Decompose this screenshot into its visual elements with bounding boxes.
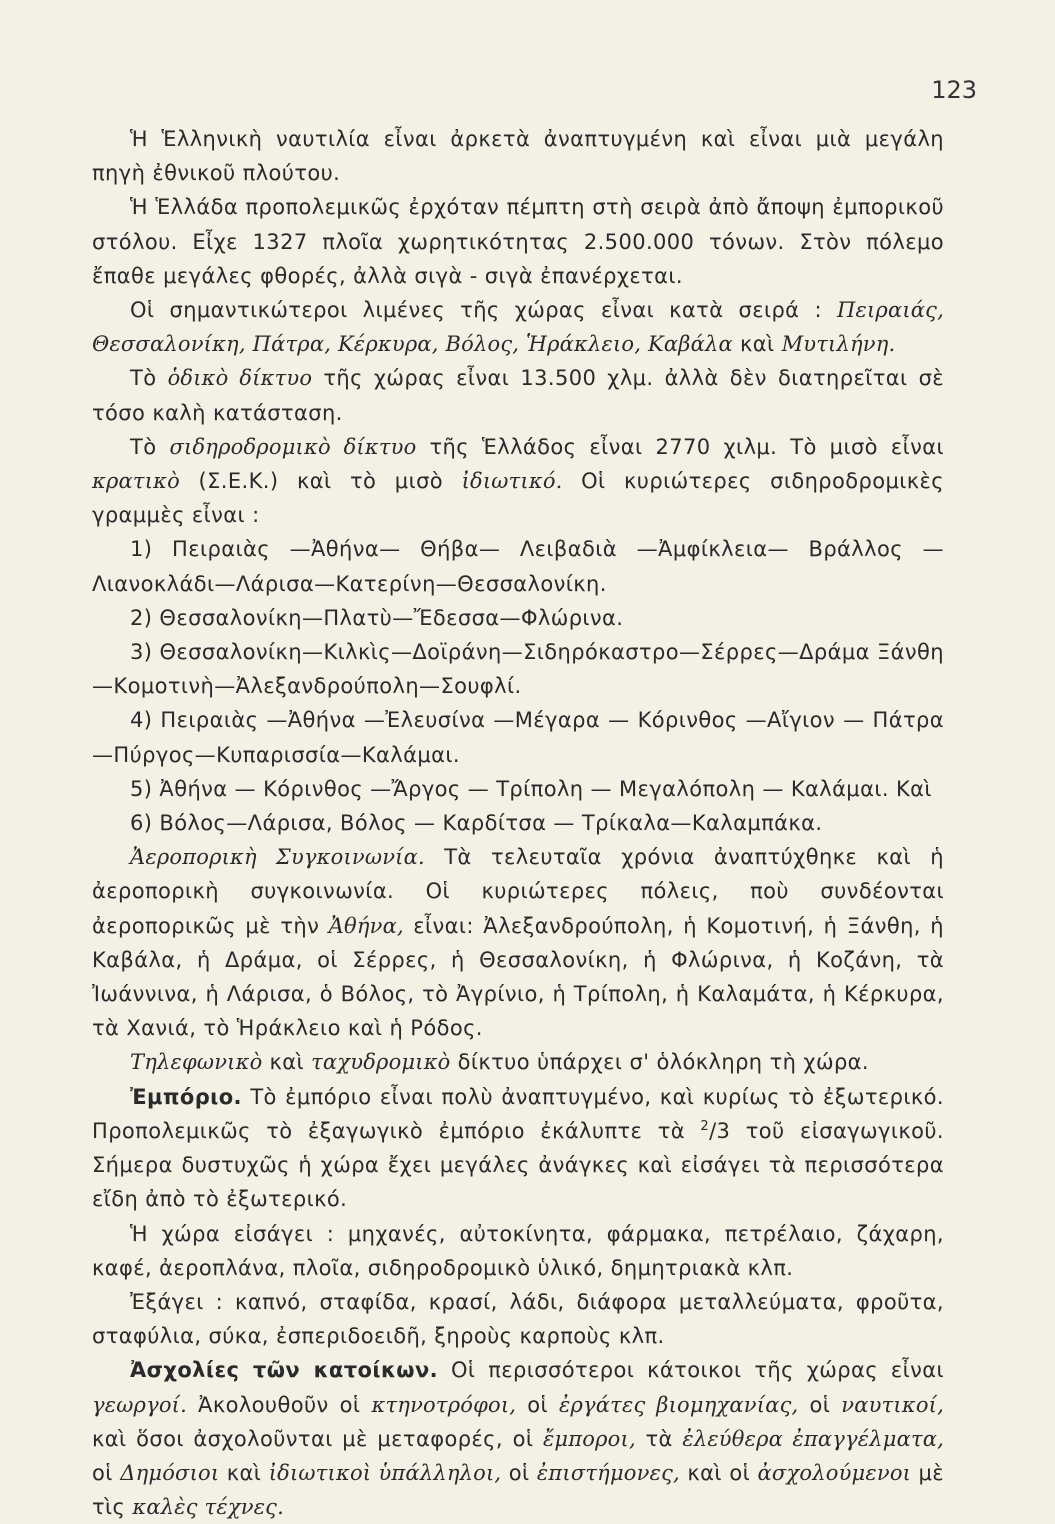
paragraph-roads: [92, 361, 944, 429]
rail-c: (Σ.Ε.Κ.) καὶ τὸ μισὸ: [198, 469, 444, 494]
page-number: 123: [931, 76, 977, 104]
rail-d: Οἱ κυριώτερες σιδηροδρομικὲς γραμμὲς εἶναι :: [92, 469, 945, 528]
air-athens: Ἀθήνα,: [328, 913, 404, 938]
ports-and: καὶ: [739, 332, 775, 357]
occ-d: οἱ: [809, 1392, 831, 1417]
railway-line: 4) Πειραιὰς —Ἀθήνα —Ἐλευσίνα —Μέγαρα — Κόρινθος —Αἴγιον — Πάτρα —Πύργος—Κυπαρισσία—Καλάμαι.: [92, 708, 944, 767]
occ-employees: ἰδιωτικοὶ ὑπάλληλοι,: [268, 1460, 502, 1485]
occ-arts: καλὲς τέχνες.: [132, 1495, 285, 1520]
occ-workers: ἐργάτες βιομηχανίας,: [559, 1392, 799, 1417]
paragraph-exports: Ἐξάγει : καπνό, σταφίδα, κρασί, λάδι, διάφορα μεταλλεύματα, φροῦτα, σταφύλια, σύκα, ἐσπεριδοειδῆ, ξηροὺς καρποὺς κλπ.: [92, 1289, 944, 1349]
ports-lead: Οἱ σημαντικώτεροι λιμένες τῆς χώρας εἶναι κατὰ σειρά :: [130, 298, 822, 323]
occ-scientists: ἐπιστήμονες,: [536, 1460, 680, 1485]
railway-line: 3) Θεσσαλονίκη—Κιλκὶς—Δοϊράνη—Σιδηρόκαστρο—Σέρρες—Δράμα Ξάνθη—Κομοτινὴ—Ἀλεξανδρούπολη—Σουφλί.: [92, 640, 944, 699]
rail-a: Τὸ: [130, 434, 157, 459]
telecom-and: καὶ: [269, 1050, 305, 1075]
railway-line: 5) Ἀθήνα — Κόρινθος —Ἄργος — Τρίπολη — Μεγαλόπολη — Καλάμαι. Καὶ: [130, 776, 932, 801]
trade-b: τοῦ εἰσαγωγικοῦ. Σήμερα δυστυχῶς ἡ χώρα ἔχει μεγάλες ἀνάγκες καὶ εἰσάγει τὰ περισσότερα εἴδη ἀπὸ τὸ ἐξωτερικό.: [92, 1118, 945, 1212]
occ-engaged: ἀσχολούμενοι: [757, 1460, 912, 1485]
roads-b: τῆς χώρας εἶναι 13.500 χλμ. ἀλλὰ δὲν διατηρεῖται σὲ τόσο καλὴ κατάσταση.: [92, 366, 945, 425]
paragraph-railways: [92, 430, 944, 533]
roads-term: ὁδικὸ δίκτυο: [167, 366, 313, 391]
occ-merchants: ἔμποροι,: [542, 1426, 636, 1451]
occ-public: Δημόσιοι: [120, 1460, 220, 1485]
ports-list: Πειραιάς, Θεσσαλονίκη, Πάτρα, Κέρκυρα, Βόλος, Ἡράκλειο, Καβάλα: [92, 298, 944, 357]
ports-last: Μυτιλήνη.: [781, 332, 896, 357]
paragraph-ports: [92, 293, 944, 361]
paragraph-telecom: [92, 1045, 944, 1079]
air-heading: Ἀεροπορικὴ Συγκοινωνία.: [130, 845, 425, 870]
trade-heading: Ἐμπόριο.: [130, 1084, 242, 1109]
occ-h: καὶ: [226, 1460, 262, 1485]
telecom-b: δίκτυο ὑπάρχει σ' ὁλόκληρη τὴ χώρα.: [457, 1050, 869, 1075]
paragraph-trade: [92, 1080, 944, 1217]
page-body: [92, 122, 944, 1524]
occupations-heading: Ἀσχολίες τῶν κατοίκων.: [130, 1358, 439, 1383]
occ-l: μὲ τὶς: [92, 1460, 945, 1520]
air-b: εἶναι: Ἀλεξανδρούπολη, ἡ Κομοτινή, ἡ Ξάνθη, ἡ Καβάλα, ἡ Δράμα, οἱ Σέρρες, ἡ Θεσσαλονίκη, ἡ Φλώρινα, ἡ Κοζάνη, τὰ Ἰωάννινα, ἡ Λάρισα, ὁ Βόλος, τὸ Ἀγρίνιο, ἡ Τρίπολη, ἡ Καλαμάτα, ἡ Κέρκυρα, τὰ Χανιά, τὸ Ἡράκλειο καὶ ἡ Ρόδος.: [92, 913, 944, 1041]
rail-term: σιδηροδρομικὸ δίκτυο: [169, 434, 417, 459]
occ-a: Οἱ περισσότεροι κάτοικοι τῆς χώρας εἶναι: [450, 1358, 945, 1383]
telecom-phone: Τηλεφωνικὸ: [130, 1050, 263, 1075]
telecom-post: ταχυδρομικὸ: [311, 1050, 451, 1075]
railway-line: 2) Θεσσαλονίκη—Πλατὺ—Ἔδεσσα—Φλώρινα.: [130, 605, 624, 630]
occ-g: οἱ: [92, 1460, 113, 1485]
occ-sailors: ναυτικοί,: [841, 1392, 944, 1417]
trade-fraction-numerator: 2: [700, 1118, 710, 1134]
occ-e: καὶ ὅσοι ἀσχολοῦνται μὲ μεταφορές, οἱ: [92, 1426, 534, 1451]
paragraph-fleet: Ἡ Ἑλλάδα προπολεμικῶς ἐρχόταν πέμπτη στὴ σειρὰ ἀπὸ ἄποψη ἐμπορικοῦ στόλου. Εἶχε 1327 πλοῖα χωρητικότητας 2.500.000 τόνων. Στὸν πόλεμο ἔπαθε μεγάλες φθορές, ἀλλὰ σιγὰ - σιγὰ ἐπανέρχεται.: [92, 195, 944, 288]
occ-k: καὶ οἱ: [687, 1460, 751, 1485]
paragraph-occupations: [92, 1353, 944, 1524]
occ-herders: κτηνοτρόφοι,: [371, 1392, 517, 1417]
air-a: Τὰ τελευταῖα χρόνια ἀναπτύχθηκε καὶ ἡ ἀεροπορικὴ συγκοινωνία. Οἱ κυριώτερες πόλεις, ποὺ συνδέονται ἀεροπορικῶς μὲ τὴν: [92, 845, 945, 938]
paragraph-air: [92, 840, 944, 1045]
occ-j: οἱ: [508, 1460, 530, 1485]
occ-b: Ἀκολουθοῦν οἱ: [198, 1392, 361, 1417]
occ-farmers: γεωργοί.: [92, 1392, 187, 1417]
occ-c: οἱ: [527, 1392, 548, 1417]
paragraph-imports: Ἡ χώρα εἰσάγει : μηχανές, αὐτοκίνητα, φάρμακα, πετρέλαιο, ζάχαρη, καφέ, ἀεροπλάνα, πλοῖα, σιδηροδρομικὸ ὑλικό, δημητριακὰ κλπ.: [92, 1221, 944, 1280]
railway-line: 6) Βόλος—Λάρισα, Βόλος — Καρδίτσα — Τρίκαλα—Καλαμπάκα.: [130, 811, 823, 836]
roads-a: Τὸ: [130, 366, 157, 391]
rail-state: κρατικὸ: [92, 469, 180, 494]
occ-f: τὰ: [645, 1426, 673, 1451]
occ-professions: ἐλεύθερα ἐπαγγέλματα,: [682, 1426, 945, 1451]
rail-b: τῆς Ἑλλάδος εἶναι 2770 χιλμ. Τὸ μισὸ εἶναι: [429, 434, 945, 459]
rail-private: ἰδιωτικό.: [461, 469, 563, 494]
trade-fraction-denominator: /3: [709, 1118, 731, 1143]
paragraph-shipping: Ἡ Ἑλληνικὴ ναυτιλία εἶναι ἀρκετὰ ἀναπτυγμένη καὶ εἶναι μιὰ μεγάλη πηγὴ ἐθνικοῦ πλούτου.: [92, 127, 944, 186]
railway-line: 1) Πειραιὰς —Ἀθήνα— Θήβα— Λειβαδιὰ —Ἀμφίκλεια— Βράλλος — Λιανοκλάδι—Λάρισα—Κατερίνη—Θεσσαλονίκη.: [92, 537, 944, 596]
trade-a: Τὸ ἐμπόριο εἶναι πολὺ ἀναπτυγμένο, καὶ κυρίως τὸ ἐξωτερικό. Προπολεμικῶς τὸ ἐξαγωγικὸ ἐμπόριο ἐκάλυπτε τὰ: [92, 1084, 944, 1143]
